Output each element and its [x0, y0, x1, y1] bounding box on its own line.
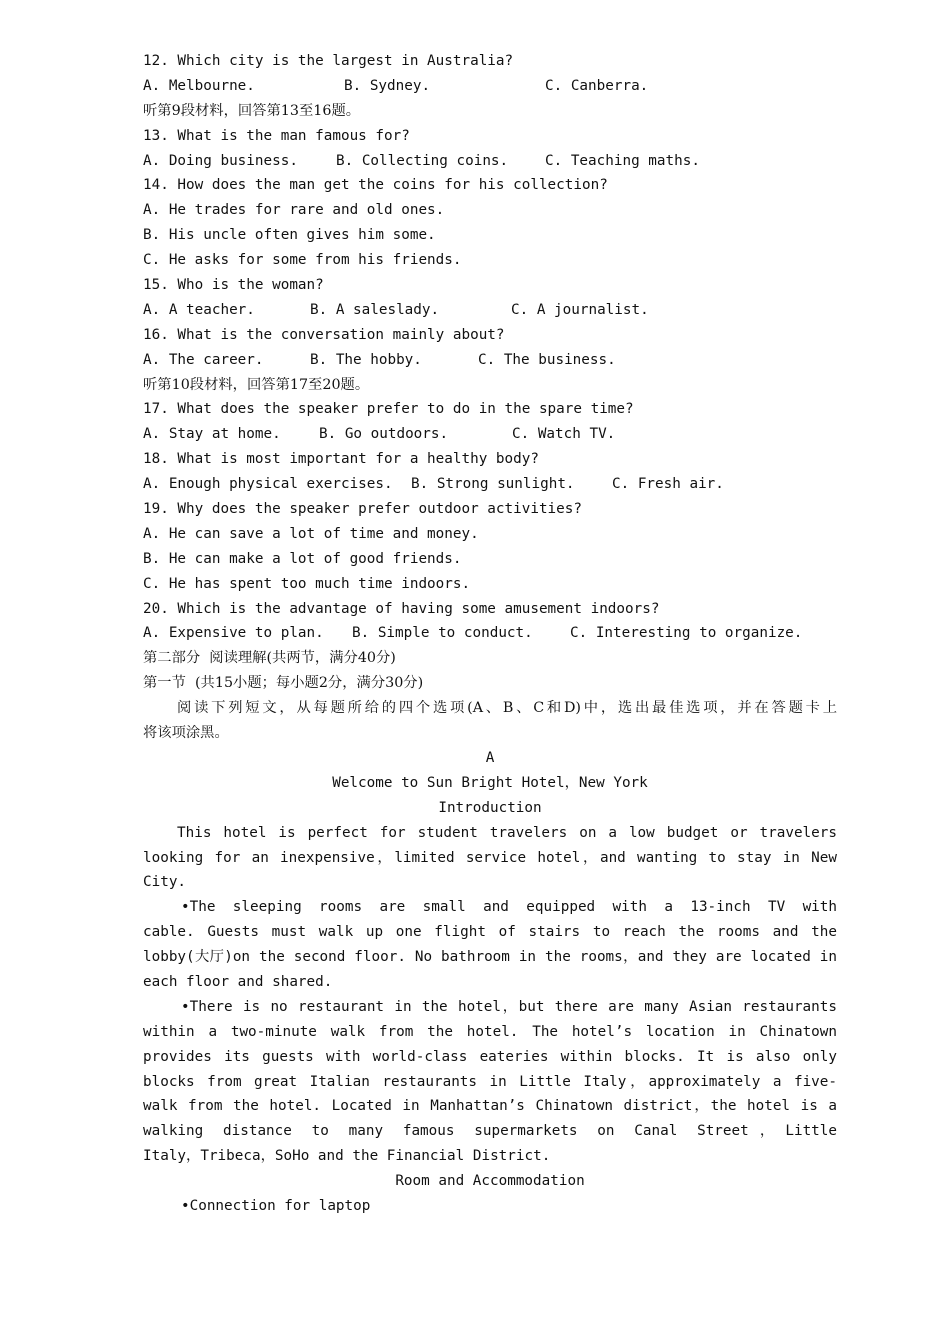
option-c: C. Fresh air. — [612, 476, 724, 493]
bullet-restaurants-line: •There is no restaurant in the hotel，but there are many Asian restaurants — [181, 998, 837, 1015]
section-10-heading: 听第10段材料，回答第17至20题。 — [143, 376, 370, 393]
question-16-stem: 16. What is the conversation mainly about? — [143, 326, 505, 343]
option-c: C. Teaching maths. — [545, 152, 700, 169]
question-12-options — [143, 74, 837, 99]
section-9-heading: 听第9段材料，回答第13至16题。 — [143, 102, 361, 119]
option-c: C. Canberra. — [545, 77, 649, 94]
option-a: A. Enough physical exercises. — [143, 476, 393, 493]
option-b: B. Go outdoors. — [319, 426, 449, 443]
bullet-rooms-line: lobby(大厅)on the second floor. No bathroom in the rooms，and they are located in — [143, 949, 837, 966]
instructions-line-2: 将该项涂黑。 — [143, 725, 229, 742]
question-20-options — [143, 621, 837, 646]
option-a: A. Melbourne. — [143, 77, 255, 94]
option-b: B. Sydney. — [344, 77, 431, 94]
bullet-restaurants-line: walking distance to many famous supermarkets on Canal Street，Little — [143, 1123, 837, 1140]
question-15-options — [143, 298, 837, 323]
bullet-restaurants-line: walk from the hotel. Located in Manhattan’s Chinatown district，the hotel is a — [143, 1098, 837, 1115]
option-a: A. He trades for rare and old ones. — [143, 202, 445, 219]
question-13-stem: 13. What is the man famous for? — [143, 127, 410, 144]
option-a: A. Doing business. — [143, 152, 298, 169]
intro-line: looking for an inexpensive，limited service hotel，and wanting to stay in New — [143, 849, 837, 866]
bullet-restaurants-line: blocks from great Italian restaurants in Little Italy，approximately a five- — [143, 1073, 837, 1090]
question-16-options — [143, 348, 837, 373]
bullet-restaurants-line: Italy，Tribeca，SoHo and the Financial District. — [143, 1148, 551, 1165]
bullet-rooms-line: each floor and shared. — [143, 973, 333, 990]
intro-line: This hotel is perfect for student travelers on a low budget or travelers — [177, 824, 837, 841]
bullet-rooms-line: cable. Guests must walk up one flight of stairs to reach the rooms and the — [143, 924, 837, 941]
option-c: C. The business. — [478, 351, 616, 368]
room-accommodation-heading: Room and Accommodation — [395, 1173, 585, 1190]
passage-title: Welcome to Sun Bright Hotel，New York — [332, 774, 648, 791]
intro-line: City. — [143, 874, 187, 891]
question-17-options — [143, 422, 837, 447]
bullet-restaurants-line: within a two-minute walk from the hotel. The hotel’s location in Chinatown — [143, 1023, 837, 1040]
section-1-heading: 第一节 (共15小题；每小题2分，满分30分) — [143, 675, 424, 692]
option-b: B. Collecting coins. — [336, 152, 509, 169]
option-c: C. He has spent too much time indoors. — [143, 575, 471, 592]
question-15-stem: 15. Who is the woman? — [143, 277, 324, 294]
part-2-heading: 第二部分 阅读理解(共两节，满分40分) — [143, 650, 396, 667]
option-c: C. A journalist. — [511, 301, 649, 318]
instructions-line-1: 阅读下列短文，从每题所给的四个选项(A、B、C和D)中，选出最佳选项，并在答题卡上 — [177, 700, 837, 717]
option-a: A. Stay at home. — [143, 426, 281, 443]
question-18-options — [143, 472, 837, 497]
introduction-heading: Introduction — [438, 799, 542, 816]
passage-letter: A — [485, 749, 495, 766]
question-18-stem: 18. What is most important for a healthy body? — [143, 451, 539, 468]
option-c: C. Watch TV. — [512, 426, 616, 443]
question-13-options — [143, 149, 837, 174]
option-c: C. Interesting to organize. — [570, 625, 803, 642]
option-a: A. He can save a lot of time and money. — [143, 525, 479, 542]
option-b: B. Strong sunlight. — [411, 476, 575, 493]
option-b: B. He can make a lot of good friends. — [143, 550, 462, 567]
option-b: B. A saleslady. — [310, 301, 440, 318]
question-19-stem: 19. Why does the speaker prefer outdoor activities? — [143, 501, 582, 518]
option-b: B. Simple to conduct. — [352, 625, 533, 642]
option-b: B. His uncle often gives him some. — [143, 227, 436, 244]
question-20-stem: 20. Which is the advantage of having some amusement indoors? — [143, 600, 660, 617]
exam-page — [143, 49, 837, 1219]
question-14-stem: 14. How does the man get the coins for his collection? — [143, 177, 608, 194]
question-17-stem: 17. What does the speaker prefer to do in the spare time? — [143, 401, 634, 418]
bullet-restaurants-line: provides its guests with world-class eateries within blocks. It is also only — [143, 1048, 837, 1065]
option-c: C. He asks for some from his friends. — [143, 252, 462, 269]
question-12-stem: 12. Which city is the largest in Australia? — [143, 53, 514, 69]
option-a: A. Expensive to plan. — [143, 625, 324, 642]
option-a: A. The career. — [143, 351, 264, 368]
bullet-rooms-line: •The sleeping rooms are small and equipped with a 13-inch TV with — [181, 899, 837, 916]
option-b: B. The hobby. — [310, 351, 422, 368]
bullet-laptop: •Connection for laptop — [181, 1197, 371, 1214]
option-a: A. A teacher. — [143, 301, 255, 318]
